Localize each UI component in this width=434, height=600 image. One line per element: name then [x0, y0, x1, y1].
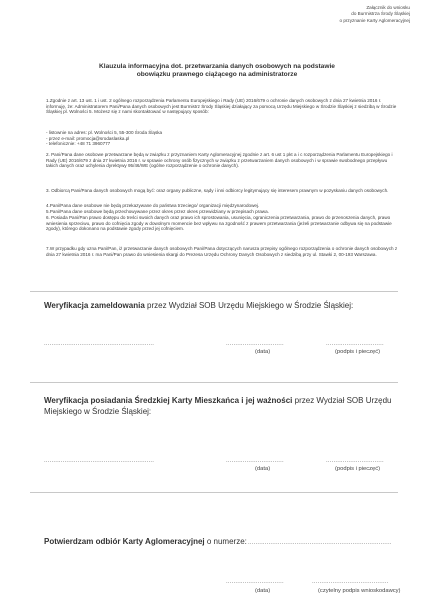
clause-paragraph-1	[46, 98, 398, 115]
clause-text-6: 6. Posiada Pani/Pan prawo dostępu do treści swoich danych oraz prawo ich sprostowania, usunięcia, ograniczenia przetwarzania, prawo do przenoszenia danych, prawo wniesienia sprzeciwu, prawo do cofnięcia zgody w dowolnym momencie bez wpływu na zgodność z prawem przetwarzania (jeżeli przetwarzanie odbywa się na podstawie zgody), którego dokonano na podstawie zgody przed jej cofnięciem.	[46, 215, 392, 232]
clause-paragraph-3	[46, 188, 398, 194]
clause-paragraph-7	[46, 246, 398, 257]
clause-contacts	[46, 130, 398, 147]
receipt-signature-caption: (czytelny podpis wnioskodawcy)	[318, 588, 401, 594]
section-divider-1	[30, 291, 398, 292]
residence-signature-caption: (podpis i pieczęć)	[335, 349, 381, 355]
attachment-line-1: Załącznik do wniosku	[366, 5, 410, 10]
clause-title-line-2: obowiązku prawnego ciążącego na administratorze	[136, 71, 298, 79]
clause-text-2: 2. Pani/Pana dane osobowe przetwarzane będą w związku z przyznaniem Karty Aglomeracyjnej zgodnie z art. 6 ust 1 pkt a i c rozporządzenia Parlamentu Europejskiego i Rady (UE) 2016/679 z dnia 27 kwietnia 2016 r. w sprawie ochrony osób fizycznych w związku z przetwarzaniem danych osobowych i w sprawie swobodnego przepływu takich danych oraz uchylenia dyrektywy 95/46/WE (ogólne rozporządzenie o ochronie danych).	[46, 152, 393, 169]
clause-text-1: 1.Zgodnie z art. 13 ust. 1 i ust. 2 ogólnego rozporządzenia Parlamentu Europejskiego i Rady (UE) 2016/679 o ochronie danych osobowych z dnia 27 kwietnia 2016 r. informuję, że: Administratorem Pani/Pana danych osobowych jest Burmistrz Środy Śląskiej działający za pomocą Urzędu Miejskiego w Środzie Śląskiej z siedzibą w Środzie Śląskiej pl. Wolności 5. Możesz się z nami skontaktować w następujący sposób:	[46, 98, 397, 115]
clause-title	[40, 63, 394, 79]
section-divider-3	[30, 492, 398, 493]
residence-signature-line[interactable]: ...............................	[326, 341, 384, 347]
residence-date-caption: (data)	[255, 349, 271, 355]
section-residence-title	[44, 300, 398, 311]
section-receipt-rest: o numerze:	[204, 537, 247, 546]
attachment-line-2: do Burmistrza Środy Śląskiej	[351, 11, 410, 17]
section-card-title	[44, 395, 398, 417]
section-card-rest: przez Wydział SOB Urzędu Miejskiego w Środzie Śląskiej:	[44, 396, 392, 416]
card-date-line[interactable]: ...............................	[226, 458, 284, 464]
clause-paragraph-4-5	[46, 203, 398, 214]
attachment-line-3: o przyznanie Karty Aglomeracyjnej	[339, 17, 410, 23]
section-receipt-bold: Potwierdzam odbiór Karty Aglomeracyjnej	[44, 537, 205, 546]
receipt-date-line[interactable]: ...............................	[226, 579, 284, 585]
card-signature-caption: (podpis i pieczęć)	[335, 466, 381, 472]
clause-text-4: 4.Pani/Pana dane osobowe nie będą przekazywane do państwa trzeciego/ organizacji międzynarodowej.	[46, 203, 260, 208]
receipt-date-caption: (data)	[255, 588, 271, 594]
contact-phone: - telefonicznie: +48 71 3960777	[46, 141, 111, 147]
residence-date-line[interactable]: ...............................	[226, 341, 284, 347]
clause-paragraph-6	[46, 215, 398, 232]
clause-paragraph-2	[46, 152, 398, 169]
attachment-note	[270, 5, 410, 24]
contact-email: - przez e-mail: promocja@srodaslaska.pl	[46, 135, 130, 141]
card-signature-line[interactable]: ...............................	[326, 458, 384, 464]
card-remarks-line[interactable]: ...........................................................	[44, 458, 155, 464]
card-number-line[interactable]: .............................................................................	[248, 540, 392, 546]
receipt-signature-line[interactable]: .........................................	[312, 579, 389, 585]
clause-text-5: 5.Pani/Pana dane osobowe będą przechowywane przez okres przez okres przewidziany w przepisach prawa.	[46, 208, 269, 214]
clause-title-line-1: Klauzula informacyjna dot. przetwarzania danych osobowych na podstawie	[99, 63, 335, 70]
section-divider-2	[30, 382, 398, 383]
card-date-caption: (data)	[255, 466, 271, 472]
residence-remarks-line[interactable]: ...........................................................	[44, 341, 155, 347]
clause-text-3: 3. Odbiorcą Pani/Pana danych osobowych mogą być: oraz organy publiczne, sądy i inni odbiorcy legitymujący się interesem prawnym w pozyskaniu danych osobowych.	[46, 188, 389, 193]
section-residence-bold: Weryfikacja zameldowania	[44, 301, 145, 310]
clause-text-7: 7.W przypadku gdy uzna Pani/Pan, iż przetwarzanie danych osobowych Pani/Pana dotyczących narusza przepisy ogólnego rozporządzenia o ochronie danych osobowych z dnia 27 kwietnia 2016 r. ma Pani/Pan prawo do wniesienia skargi do Prezesa Urzędu Ochrony Danych Osobowych z siedzibą przy ul. Stawki 2, 00-193 Warszawa.	[46, 246, 398, 257]
section-residence-rest: przez Wydział SOB Urzędu Miejskiego w Środzie Śląskiej:	[144, 301, 354, 310]
contact-address: - listownie na adres: pl. Wolności 5, 55-300 Środa Śląska	[46, 130, 163, 135]
section-card-bold: Weryfikacja posiadania Średzkiej Karty Mieszkańca i jej ważności	[44, 396, 293, 405]
